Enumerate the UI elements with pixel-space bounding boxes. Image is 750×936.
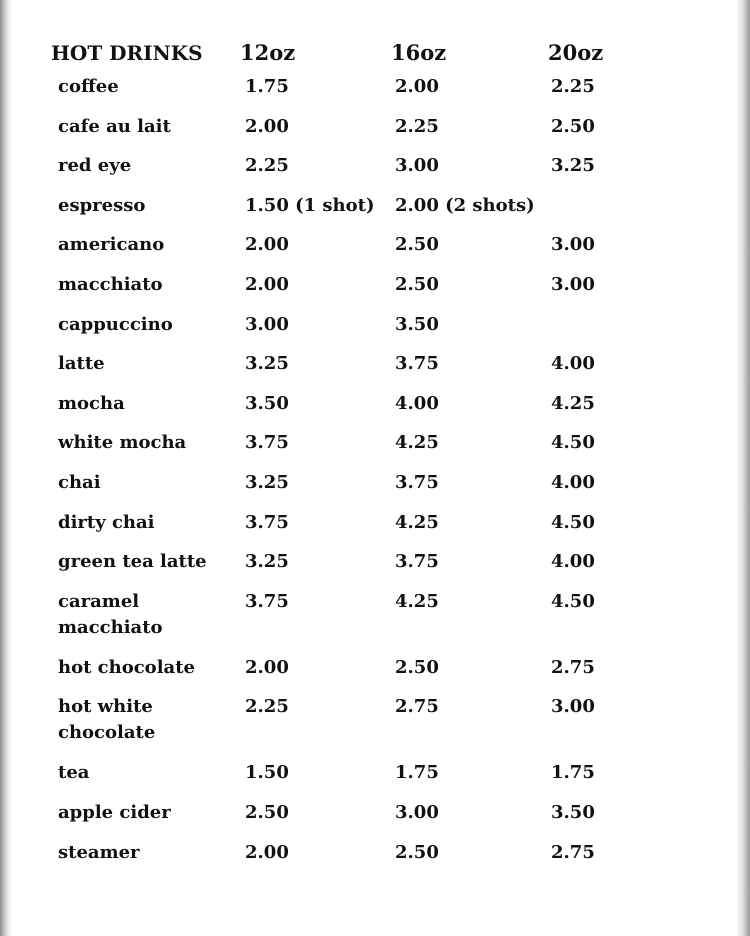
price-12oz: 2.00 xyxy=(245,841,289,863)
size-header-20oz: 20oz xyxy=(548,40,604,65)
price-20oz: 2.25 xyxy=(551,76,595,97)
price-20oz: 3.00 xyxy=(551,696,595,718)
menu-row xyxy=(0,840,750,880)
menu-row xyxy=(0,470,750,510)
item-name: dirty chai xyxy=(58,511,155,533)
menu-row xyxy=(0,193,750,233)
price-16oz: 4.00 xyxy=(395,392,439,414)
item-name: tea xyxy=(58,762,90,784)
item-name: mocha xyxy=(58,392,125,414)
price-20oz: 4.00 xyxy=(551,551,595,573)
item-name: red eye xyxy=(58,155,132,177)
price-20oz: 4.50 xyxy=(551,432,595,454)
menu-header-row xyxy=(0,36,750,70)
price-12oz: 2.00 xyxy=(245,115,289,137)
price-16oz: 2.75 xyxy=(395,696,439,718)
price-12oz: 3.25 xyxy=(245,471,289,493)
price-16oz: 4.25 xyxy=(395,511,439,533)
price-12oz: 3.00 xyxy=(245,313,289,335)
menu-items xyxy=(0,74,750,879)
item-name: latte xyxy=(58,353,105,375)
price-12oz: 3.50 xyxy=(245,392,289,414)
price-20oz: 3.50 xyxy=(551,801,595,823)
size-header-12oz: 12oz xyxy=(240,40,296,65)
price-16oz: 3.00 xyxy=(395,801,439,823)
item-name: espresso xyxy=(58,194,146,216)
price-16oz: 2.50 xyxy=(395,273,439,295)
menu-row xyxy=(0,430,750,470)
menu-row xyxy=(0,800,750,840)
price-20oz: 4.50 xyxy=(551,511,595,533)
item-name: cafe au lait xyxy=(58,115,171,137)
item-name: americano xyxy=(58,234,165,256)
item-name: coffee xyxy=(58,76,119,97)
item-name: steamer xyxy=(58,841,140,863)
price-20oz: 4.00 xyxy=(551,471,595,493)
price-12oz: 1.50 (1 shot) xyxy=(245,194,375,216)
item-name: white mocha xyxy=(58,432,187,454)
price-16oz: 2.25 xyxy=(395,115,439,137)
menu-row xyxy=(0,391,750,431)
price-12oz: 3.75 xyxy=(245,511,289,533)
menu-row xyxy=(0,312,750,352)
price-16oz: 1.75 xyxy=(395,762,439,784)
menu-row xyxy=(0,694,750,760)
size-header-16oz: 16oz xyxy=(391,40,447,65)
price-12oz: 3.75 xyxy=(245,432,289,454)
price-16oz: 2.00 (2 shots) xyxy=(395,194,535,216)
price-16oz: 2.50 xyxy=(395,656,439,678)
price-20oz: 4.50 xyxy=(551,590,595,612)
price-12oz: 2.00 xyxy=(245,234,289,256)
price-16oz: 3.75 xyxy=(395,353,439,375)
menu-row xyxy=(0,510,750,550)
price-12oz: 2.00 xyxy=(245,656,289,678)
menu-row xyxy=(0,655,750,695)
price-16oz: 2.50 xyxy=(395,841,439,863)
price-12oz: 1.50 xyxy=(245,762,289,784)
menu-row xyxy=(0,760,750,800)
menu-row xyxy=(0,272,750,312)
price-12oz: 2.25 xyxy=(245,696,289,718)
price-20oz: 4.25 xyxy=(551,392,595,414)
price-20oz: 1.75 xyxy=(551,762,595,784)
price-12oz: 3.25 xyxy=(245,551,289,573)
price-16oz: 2.00 xyxy=(395,76,439,97)
price-20oz: 3.00 xyxy=(551,234,595,256)
price-16oz: 3.75 xyxy=(395,471,439,493)
price-20oz: 2.50 xyxy=(551,115,595,137)
menu-row xyxy=(0,74,750,114)
menu-row xyxy=(0,153,750,193)
item-name: cappuccino xyxy=(58,313,173,335)
price-12oz: 2.50 xyxy=(245,801,289,823)
price-20oz: 3.00 xyxy=(551,273,595,295)
menu-row xyxy=(0,232,750,272)
menu-row xyxy=(0,549,750,589)
menu-row xyxy=(0,114,750,154)
menu-row xyxy=(0,351,750,391)
price-12oz: 2.25 xyxy=(245,155,289,177)
price-12oz: 1.75 xyxy=(245,76,289,97)
price-16oz: 4.25 xyxy=(395,590,439,612)
price-20oz: 3.25 xyxy=(551,155,595,177)
item-name: green tea latte xyxy=(58,551,207,573)
price-16oz: 3.50 xyxy=(395,313,439,335)
price-16oz: 3.00 xyxy=(395,155,439,177)
price-12oz: 3.25 xyxy=(245,353,289,375)
item-name: chai xyxy=(58,471,101,493)
menu-row xyxy=(0,589,750,655)
price-16oz: 3.75 xyxy=(395,551,439,573)
item-name: macchiato xyxy=(58,273,163,295)
price-16oz: 2.50 xyxy=(395,234,439,256)
price-20oz: 4.00 xyxy=(551,353,595,375)
section-title: HOT DRINKS xyxy=(51,41,203,65)
price-16oz: 4.25 xyxy=(395,432,439,454)
item-name: apple cider xyxy=(58,801,171,823)
item-name: hot chocolate xyxy=(58,656,195,678)
item-name: hot white chocolate xyxy=(58,696,156,744)
price-20oz: 2.75 xyxy=(551,841,595,863)
price-12oz: 2.00 xyxy=(245,273,289,295)
price-12oz: 3.75 xyxy=(245,590,289,612)
item-name: caramel macchiato xyxy=(58,590,163,638)
price-20oz: 2.75 xyxy=(551,656,595,678)
